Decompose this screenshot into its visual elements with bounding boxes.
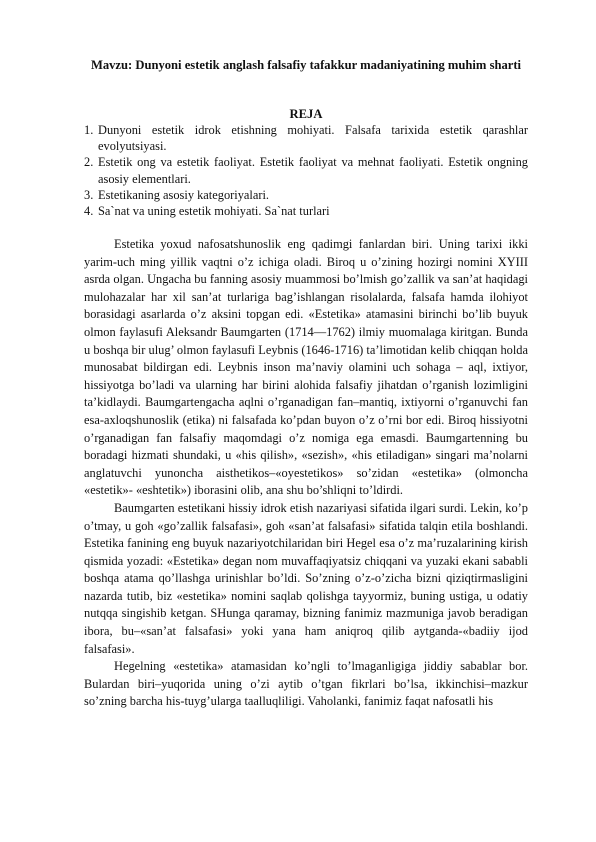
plan-item-text: Dunyoni estetik idrok etishning mohiyati. Falsafa tarixida estetik qarashlar evolyutsiyasi.: [98, 123, 528, 154]
body-paragraph: Estetika yoxud nafosatshunoslik eng qadimgi fanlardan biri. Uning tarixi ikki yarim-uch ming yillik vaqtni o’z ichiga oladi. Biroq u o’zining hozirgi nomini XYIII asrda olgan. Ungacha bu fanning asosiy muammosi bo’lmish go’zallik va san’at haqidagi mulohazalar har xil san’at turlariga bag’ishlangan risolalarda, falsafa hamda ilohiyot borasidagi asarlarda o’z aksini topgan edi. «Estetika» atamasini birinchi bo’lib buyuk olmon faylasufi Aleksandr Baumgarten (1714—1762) ilmiy muomalaga kiritgan. Bunda u boshqa bir ulug’ olmon faylasufi Leybnis (1646-1716) ta’limotidan kelib chiqqan holda munosabat bildirgan edi. Leybnis inson ma’naviy olamini uch sohaga – aql, ixtiyor, hissiyotga bo’ladi va ularning har birini alohida falsafiy jihatdan o’rganish lozimligini ta’kidlaydi. Baumgartengacha aqlni o’rganadigan fan–mantiq, ixtiyorni o’rganuvchi fan esa-axloqshunoslik (etika) ni falsafada ko’pdan buyon o’z o’rni bor edi. Biroq hissiyotni o’rganadigan fan falsafiy maqomdagi o’z nomiga ega emasdi. Baumgartenning bu boradagi hizmati shundaki, u «his qilish», «sezish», «his etiladigan» singari ma’nolarni anglatuvchi yunoncha aisthetikos–«oyestetikos» so’zidan «estetika» (olmoncha «estetik»- «eshtetik») iborasini olib, ana shu bo’shliqni to’ldirdi.: [84, 237, 528, 498]
plan-item-text: Estetik ong va estetik faoliyat. Estetik faoliyat va mehnat faoliyati. Estetik ongning asosiy elementlari.: [98, 155, 528, 186]
plan-item: [84, 203, 528, 219]
document-title: Mavzu: Dunyoni estetik anglash falsafiy tafakkur madaniyatining muhim sharti: [90, 58, 522, 72]
plan-item-text: Estetikaning asosiy kategoriyalari.: [98, 187, 270, 202]
plan-item-text: Sa`nat va uning estetik mohiyati. Sa`nat turlari: [98, 204, 330, 219]
body-paragraph: Baumgarten estetikani hissiy idrok etish nazariyasi sifatida ilgari surdi. Lekin, ko’p o’tmay, u goh «go’zallik falsafasi», goh «san’at falsafasi» sifatida talqin etila boshlandi. Estetika fanining eng buyuk nazariyotchilaridan biri Hegel esa o’z ma’ruzalarining kirish qismida yozadi: «Estetika» degan nom muvaffaqiyatsiz chiqqani va yuzaki ekani sababli boshqa atama qo’llashga urinishlar bo’ldi. So’zning o’z-o’zicha bizni qiziqtirmasligini nazarda tutib, biz «estetika» nomini saqlab qolishga tayyormiz, buning ustiga, u odatiy nutqqa singishib ketgan. SHunga qaramay, bizning fanimiz mazmuniga javob beradigan ibora, bu–«san’at falsafasi» yoki yana ham aniqroq qilib aytganda-«badiiy ijod falsafasi».: [84, 500, 528, 656]
plan-item-number: 2.: [84, 155, 94, 170]
plan-heading: REJA: [289, 107, 323, 121]
plan-item-number: 3.: [84, 187, 94, 202]
document-body: [84, 236, 528, 711]
plan-item-number: 1.: [84, 123, 94, 137]
plan-list: [84, 122, 528, 219]
plan-item-number: 4.: [84, 204, 94, 219]
body-paragraph: Hegelning «estetika» atamasidan ko’ngli to’lmaganligiga jiddiy sabablar bor. Bulardan biri–yuqorida uning o’zi aytib o’tgan fikrlari bo’lsa, ikkinchisi–mazkur so’zning barcha his-tuyg’ularga taalluqliligi. Vaholanki, fanimiz faqat nafosatli his: [84, 659, 528, 709]
plan-item: [84, 187, 528, 203]
plan-item: [84, 122, 528, 154]
plan-item: [84, 154, 528, 186]
